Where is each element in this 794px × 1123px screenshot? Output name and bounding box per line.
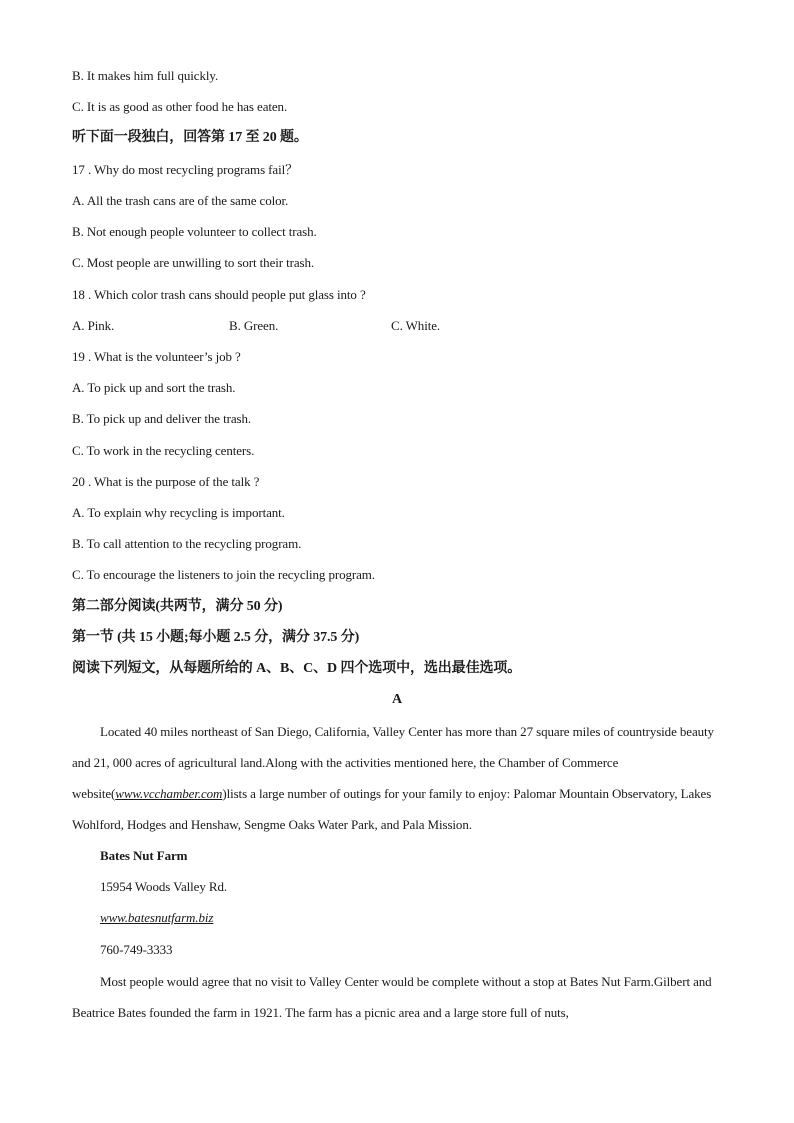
q20-option-c: C. To encourage the listeners to join the recycling program. [72, 567, 375, 582]
part2-section1-title: 第一节 (共 15 小题;每小题 2.5 分，满分 37.5 分) [72, 630, 360, 645]
q17-option-c: C. Most people are unwilling to sort their trash. [72, 255, 315, 270]
farm-address: 15954 Woods Valley Rd. [100, 879, 228, 894]
q18-option-b: B. Green. [229, 318, 279, 333]
chamber-website-link[interactable]: www.vcchamber.com [115, 786, 223, 801]
q17-question: 17 . Why do most recycling programs fail？ [72, 162, 299, 177]
q20-option-b: B. To call attention to the recycling program. [72, 536, 302, 551]
q20-question: 20 . What is the purpose of the talk ? [72, 474, 260, 489]
q19-option-b: B. To pick up and deliver the trash. [72, 411, 252, 426]
q19-option-a: A. To pick up and sort the trash. [72, 380, 236, 395]
q17-option-a: A. All the trash cans are of the same color. [72, 193, 289, 208]
passage-intro-text-after: )lists a large number of outings for your family to enjoy: Palomar Mountain Observatory, Lakes Wohlford, Hodges and Henshaw, Sengme Oaks Water Park, and Pala Mission. [72, 786, 712, 832]
farm-description-paragraph: Most people would agree that no visit to Valley Center would be complete without a stop at Bates Nut Farm.Gilbert and Beatrice Bates founded the farm in 1921. The farm has a picnic area and a large store full of nuts, [72, 974, 712, 1020]
q18-question: 18 . Which color trash cans should people put glass into ? [72, 287, 366, 302]
passage-label: A [391, 692, 402, 707]
farm-name-heading: Bates Nut Farm [100, 848, 188, 863]
section-intro-q17-20: 听下面一段独白，回答第 17 至 20 题。 [72, 130, 308, 145]
part2-title: 第二部分阅读(共两节，满分 50 分) [72, 599, 283, 614]
q16-option-c: C. It is as good as other food he has eaten. [72, 99, 288, 114]
q18-option-a: A. Pink. [72, 318, 115, 333]
farm-website-link[interactable]: www.batesnutfarm.biz [100, 910, 214, 925]
farm-phone: 760-749-3333 [100, 942, 173, 957]
q20-option-a: A. To explain why recycling is important. [72, 505, 285, 520]
q16-option-b: B. It makes him full quickly. [72, 68, 219, 83]
passage-intro-text-before: Located 40 miles northeast of San Diego, California, Valley Center has more than 27 square miles of countryside beauty and 21, 000 acres of agricultural land.Along with the activities mentioned here, the Chamber of Commerce website( [72, 724, 714, 801]
q18-option-c: C. White. [391, 318, 441, 333]
part2-instruction: 阅读下列短文，从每题所给的 A、B、C、D 四个选项中，选出最佳选项。 [72, 661, 522, 676]
q17-option-b: B. Not enough people volunteer to collect trash. [72, 224, 317, 239]
q19-option-c: C. To work in the recycling centers. [72, 443, 255, 458]
q19-question: 19 . What is the volunteer’s job ? [72, 349, 241, 364]
passage-intro-paragraph [72, 716, 722, 840]
